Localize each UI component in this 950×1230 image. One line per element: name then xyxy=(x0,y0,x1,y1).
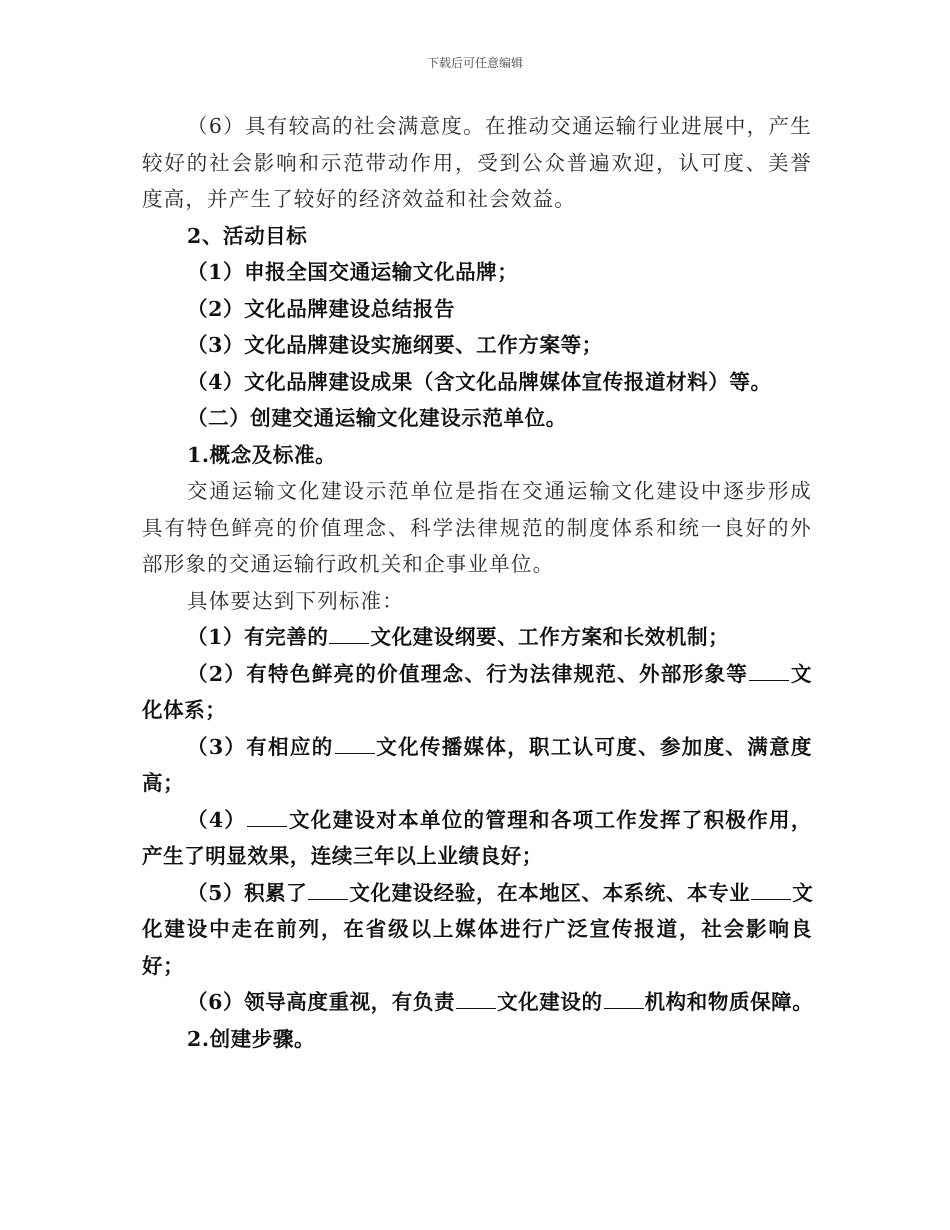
list-item xyxy=(142,802,812,839)
list-item-text: 文化建设对本单位的管理和各项工作发挥了积极作用， xyxy=(288,807,812,832)
section-heading: 2、活动目标 xyxy=(187,223,308,248)
document-body xyxy=(142,108,812,1057)
fill-blank xyxy=(329,621,369,644)
list-item-text: 机构和物质保障。 xyxy=(644,990,814,1014)
list-item-text: 文 xyxy=(790,661,812,686)
fill-blank xyxy=(308,877,348,900)
list-item-continuation: 化体系； xyxy=(142,698,227,722)
subsection-heading: 1.概念及标准。 xyxy=(187,442,337,467)
paragraph-line: 具体要达到下列标准： xyxy=(187,588,404,613)
subsection-heading: 2.创建步骤。 xyxy=(187,1026,316,1051)
list-item xyxy=(142,984,812,1021)
list-item: （4）文化品牌建设成果（含文化品牌媒体宣传报道材料）等。 xyxy=(187,369,772,394)
paragraph-line: 度高，并产生了较好的经济效益和社会效益。 xyxy=(142,187,576,211)
list-item xyxy=(142,656,812,693)
paragraph-line: 较好的社会影响和示范带动作用，受到公众普遍欢迎，认可度、美誉 xyxy=(142,150,812,175)
paragraph-line: 具有特色鲜亮的价值理念、科学法律规范的制度体系和统一良好的外 xyxy=(142,515,812,540)
list-item xyxy=(142,875,812,912)
list-item-text: 文化建设经验，在本地区、本系统、本专业 xyxy=(349,880,751,905)
list-item: （1）申报全国交通运输文化品牌； xyxy=(187,260,519,284)
list-item: （2）文化品牌建设总结报告 xyxy=(187,296,456,321)
list-item-text: 文 xyxy=(792,880,814,905)
list-item xyxy=(142,619,812,656)
list-item-text: （1）有完善的 xyxy=(187,625,329,649)
list-item-text: 文化建设纲要、工作方案和长效机制； xyxy=(370,625,730,649)
list-item-text: （6）领导高度重视，有负责 xyxy=(187,990,456,1014)
paragraph-line: 交通运输文化建设示范单位是指在交通运输文化建设中逐步形成 xyxy=(187,479,812,503)
list-item-text: （4） xyxy=(187,807,247,832)
fill-blank xyxy=(604,986,644,1009)
list-item-continuation: 高； xyxy=(142,771,185,795)
list-item-continuation: 化建设中走在前列，在省级以上媒体进行广泛宣传报道，社会影响良 xyxy=(142,917,812,941)
list-item-continuation: 产生了明显效果，连续三年以上业绩良好； xyxy=(142,844,543,868)
list-item-text: 文化建设的 xyxy=(497,990,603,1014)
list-item-continuation: 好； xyxy=(142,953,185,978)
section-heading: （二）创建交通运输文化建设示范单位。 xyxy=(187,406,567,430)
fill-blank xyxy=(749,658,789,681)
fill-blank xyxy=(247,804,287,827)
fill-blank xyxy=(456,986,496,1009)
list-item-text: （3）有相应的 xyxy=(187,734,334,759)
paragraph-line: （6）具有较高的社会满意度。在推动交通运输行业进展中，产生 xyxy=(187,114,812,138)
list-item-text: 文化传播媒体，职工认可度、参加度、满意度 xyxy=(375,734,812,759)
fill-blank xyxy=(335,731,375,754)
list-item xyxy=(142,729,812,766)
paragraph-line: 部形象的交通运输行政机关和企事业单位。 xyxy=(142,552,555,576)
list-item: （3）文化品牌建设实施纲要、工作方案等； xyxy=(187,333,603,357)
fill-blank xyxy=(751,877,791,900)
list-item-text: （2）有特色鲜亮的价值理念、行为法律规范、外部形象等 xyxy=(187,661,749,686)
list-item-text: （5）积累了 xyxy=(187,880,308,905)
page-header: 下载后可任意编辑 xyxy=(426,56,523,70)
